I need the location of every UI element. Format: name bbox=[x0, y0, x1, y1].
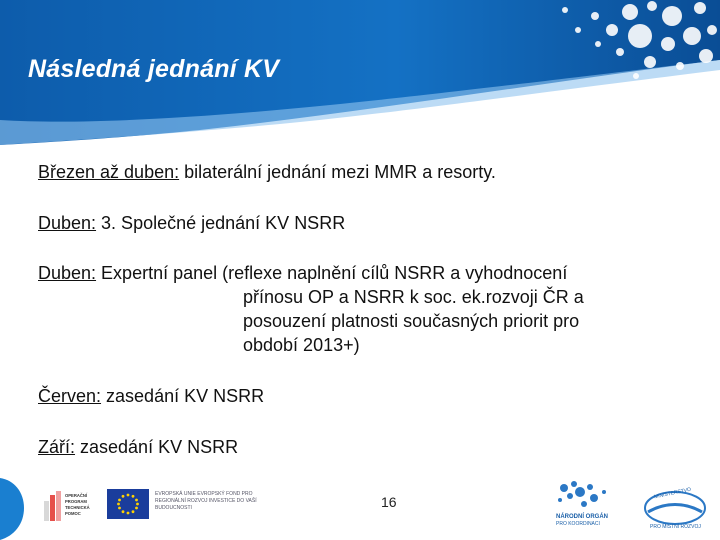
ministry-logo bbox=[640, 482, 710, 532]
svg-text:TECHNICKÁ: TECHNICKÁ bbox=[65, 505, 90, 510]
list-item bbox=[38, 435, 238, 459]
item-continuation: období 2013+) bbox=[243, 335, 360, 355]
item-text: zasedání KV NSRR bbox=[101, 386, 265, 406]
eu-flag-logo bbox=[107, 489, 149, 519]
item-continuation: posouzení platnosti současných priorit pro bbox=[243, 311, 580, 331]
svg-text:PROGRAM: PROGRAM bbox=[65, 499, 87, 504]
op-tp-logo bbox=[42, 489, 102, 523]
eu-fund-text: EVROPSKÁ UNIE EVROPSKÝ FOND PRO REGIONÁLNÍ ROZVOJ INVESTICE DO VAŠÍ BUDOUCNOSTI bbox=[155, 491, 257, 511]
item-label: Duben: bbox=[38, 213, 97, 233]
svg-text:MINISTERSTVO: MINISTERSTVO bbox=[653, 486, 692, 501]
narodni-organ-logo bbox=[550, 478, 635, 528]
list-item bbox=[38, 211, 345, 235]
svg-text:PRO MÍSTNÍ ROZVOJ: PRO MÍSTNÍ ROZVOJ bbox=[650, 524, 701, 530]
item-text: 3. Společné jednání KV NSRR bbox=[96, 213, 346, 233]
svg-text:PRO KOORDINACI: PRO KOORDINACI bbox=[556, 521, 600, 527]
list-item bbox=[38, 384, 264, 408]
svg-text:POMOC: POMOC bbox=[65, 511, 81, 516]
item-label: Září: bbox=[38, 437, 76, 457]
header-banner bbox=[0, 0, 720, 145]
item-label: Duben: bbox=[38, 263, 97, 283]
item-text: Expertní panel (reflexe naplnění cílů NSRR a vyhodnocení bbox=[96, 263, 568, 283]
item-text: bilaterální jednání mezi MMR a resorty. bbox=[179, 162, 496, 182]
eu-stars-icon bbox=[107, 489, 149, 519]
footer-arc-decoration bbox=[0, 478, 24, 540]
svg-text:NÁRODNÍ ORGÁN: NÁRODNÍ ORGÁN bbox=[556, 514, 608, 520]
item-continuation: přínosu OP a NSRR k soc. ek.rozvoji ČR a bbox=[243, 287, 584, 307]
page-number: 16 bbox=[381, 494, 397, 510]
item-text: zasedání KV NSRR bbox=[75, 437, 239, 457]
svg-text:OPERAČNÍ: OPERAČNÍ bbox=[65, 493, 88, 498]
list-item bbox=[38, 261, 584, 357]
slide-title: Následná jednání KV bbox=[28, 55, 280, 83]
item-label: Červen: bbox=[38, 386, 102, 406]
list-item bbox=[38, 160, 496, 184]
item-label: Březen až duben: bbox=[38, 162, 180, 182]
